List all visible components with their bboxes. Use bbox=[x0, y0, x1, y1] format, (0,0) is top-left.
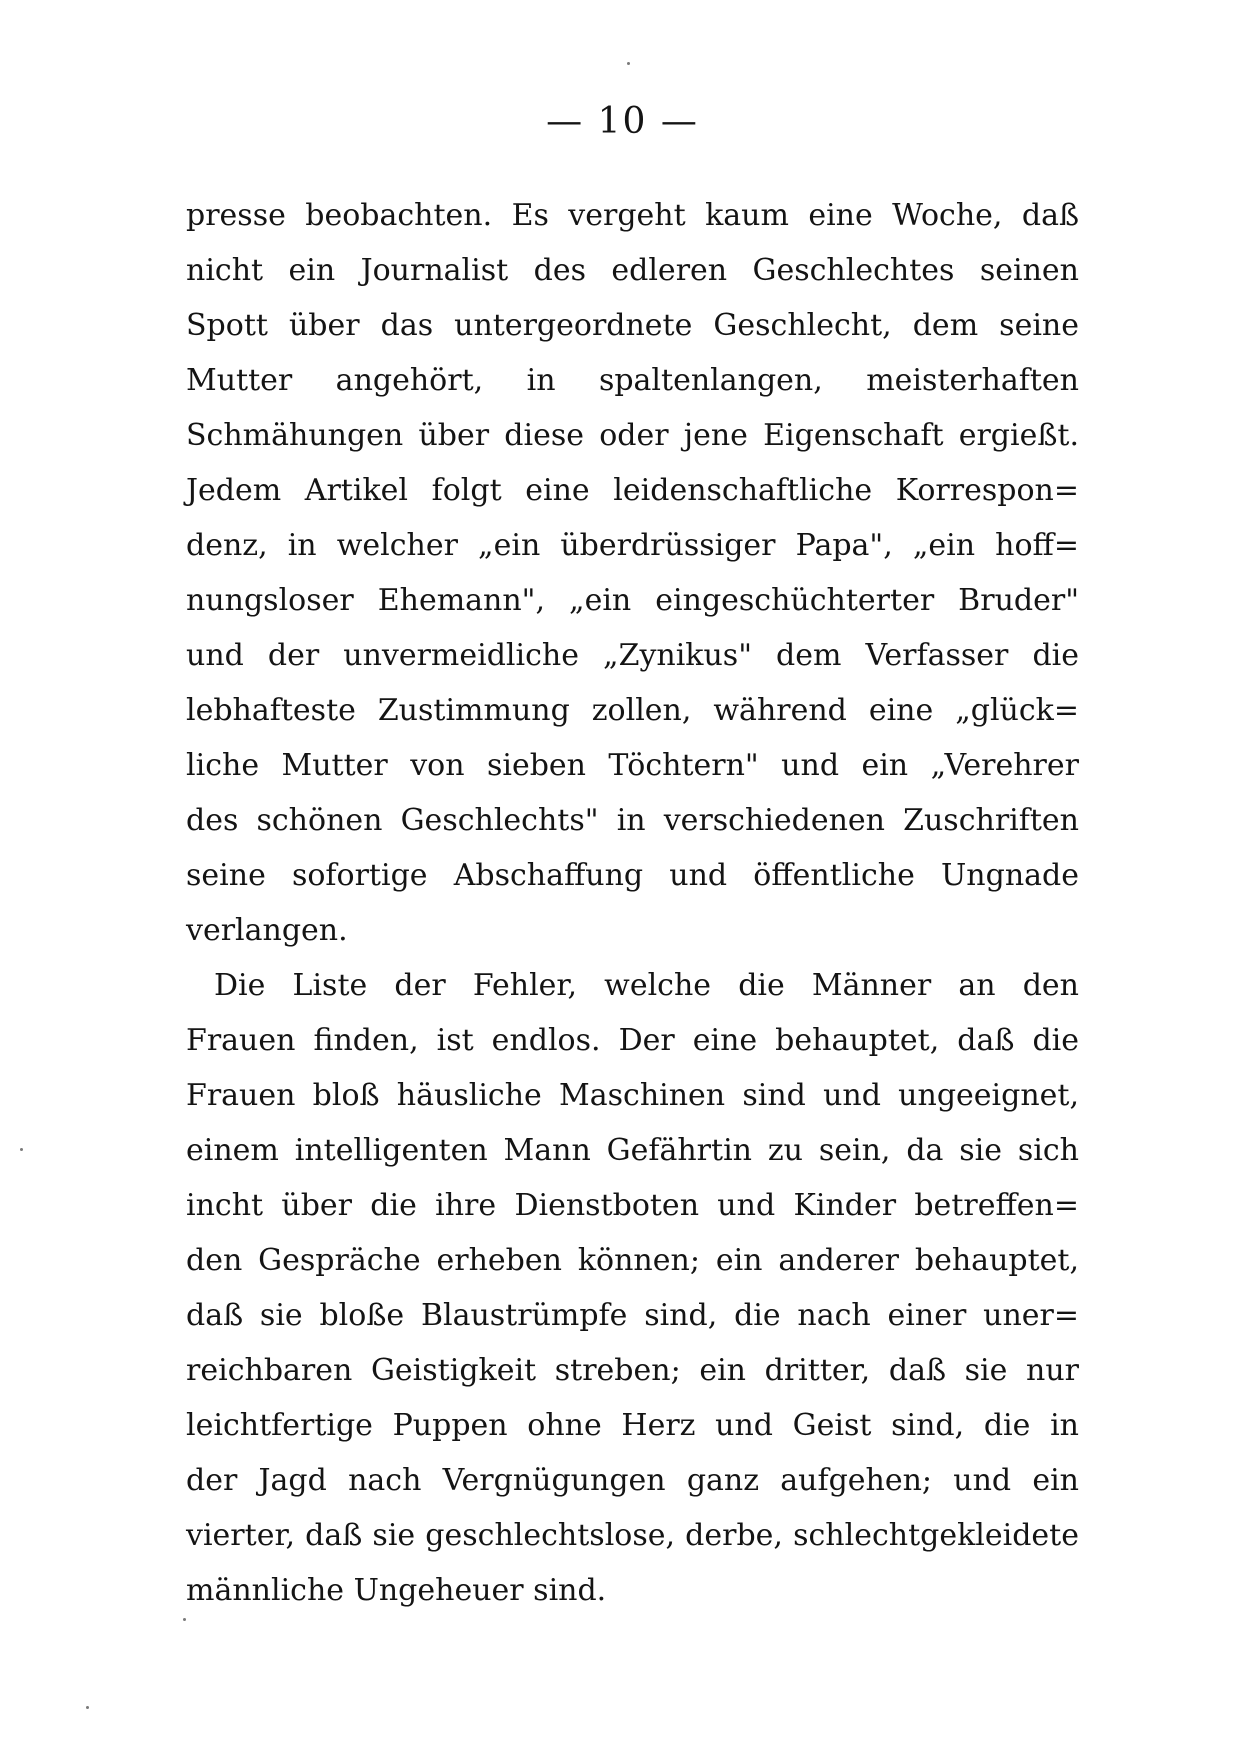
text-line: vierter, daß sie geschlechtslose, derbe, schlechtgekleidete bbox=[186, 1518, 1079, 1553]
text-line: der Jagd nach Vergnügungen ganz aufgehen; und ein bbox=[186, 1463, 1079, 1498]
text-line: Spott über das untergeordnete Geschlecht, dem seine bbox=[186, 308, 1079, 343]
text-line: incht über die ihre Dienstboten und Kinder betreffen= bbox=[186, 1188, 1079, 1223]
text-line: Mutter angehört, in spaltenlangen, meisterhaften bbox=[186, 363, 1079, 398]
text-line: männliche Ungeheuer sind. bbox=[186, 1573, 607, 1608]
text-line: seine sofortige Abschaffung und öffentliche Ungnade bbox=[186, 858, 1079, 893]
text-line: des schönen Geschlechts" in verschiedenen Zuschriften bbox=[186, 803, 1079, 838]
text-line: leichtfertige Puppen ohne Herz und Geist sind, die in bbox=[186, 1408, 1079, 1443]
text-line: nungsloser Ehemann", „ein eingeschüchterter Bruder" bbox=[186, 583, 1079, 618]
text-line: Frauen bloß häusliche Maschinen sind und ungeeignet, bbox=[186, 1078, 1079, 1113]
text-line: Die Liste der Fehler, welche die Männer an den bbox=[214, 968, 1079, 1003]
page-number: — 10 — bbox=[546, 101, 699, 142]
text-line: nicht ein Journalist des edleren Geschlechtes seinen bbox=[186, 253, 1079, 288]
text-line: Schmähungen über diese oder jene Eigenschaft ergießt. bbox=[186, 418, 1079, 453]
text-line: daß sie bloße Blaustrümpfe sind, die nach einer uner= bbox=[186, 1298, 1079, 1333]
paragraph bbox=[186, 958, 1079, 1618]
paper-speck bbox=[627, 62, 630, 65]
text-line: verlangen. bbox=[186, 913, 348, 948]
text-line: denz, in welcher „ein überdrüssiger Papa", „ein hoff= bbox=[186, 528, 1079, 563]
paragraph bbox=[186, 188, 1079, 958]
text-line: reichbaren Geistigkeit streben; ein dritter, daß sie nur bbox=[186, 1353, 1079, 1388]
body-text bbox=[186, 188, 1079, 1618]
text-line: den Gespräche erheben können; ein anderer behauptet, bbox=[186, 1243, 1079, 1278]
text-line: einem intelligenten Mann Gefährtin zu sein, da sie sich bbox=[186, 1133, 1079, 1168]
text-line: lebhafteste Zustimmung zollen, während eine „glück= bbox=[186, 693, 1079, 728]
text-line: und der unvermeidliche „Zynikus" dem Verfasser die bbox=[186, 638, 1079, 673]
text-line: liche Mutter von sieben Töchtern" und ein „Verehrer bbox=[186, 748, 1079, 783]
text-line: Frauen finden, ist endlos. Der eine behauptet, daß die bbox=[186, 1023, 1079, 1058]
paper-speck bbox=[183, 1618, 186, 1621]
paper-speck bbox=[86, 1706, 89, 1709]
text-line: Jedem Artikel folgt eine leidenschaftliche Korrespon= bbox=[186, 473, 1079, 508]
text-line: presse beobachten. Es vergeht kaum eine Woche, daß bbox=[186, 198, 1079, 233]
paper-speck bbox=[20, 1148, 23, 1151]
